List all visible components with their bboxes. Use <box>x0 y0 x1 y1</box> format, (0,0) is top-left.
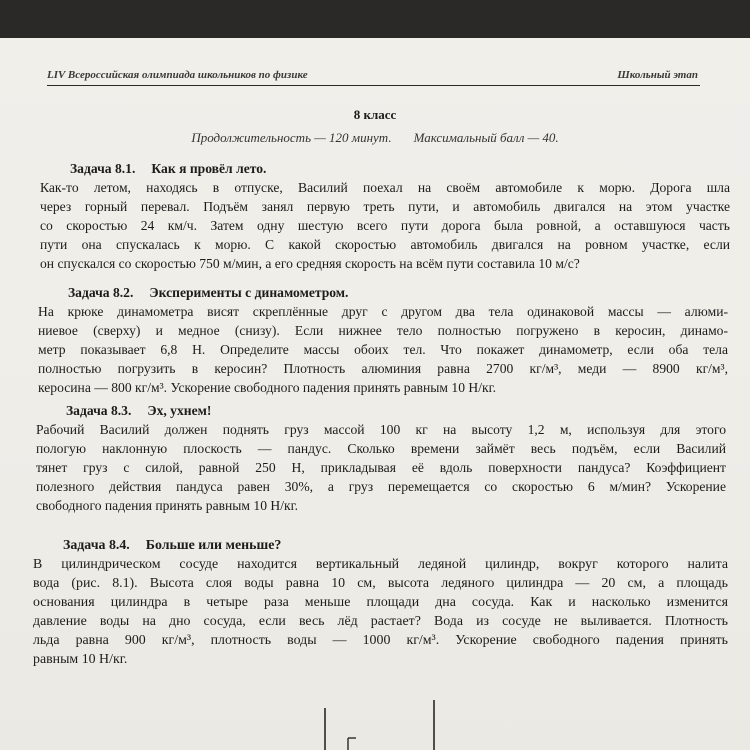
task-text-line: вода (рис. 8.1). Высота слоя воды равна 10 см, высота ледяного цилиндра — 20 см, а площадь <box>33 576 728 591</box>
task-name: Больше или меньше? <box>145 538 282 553</box>
max-score-text: Максимальный балл — 40. <box>413 130 559 145</box>
task-number: Задача 8.2. <box>68 285 134 300</box>
task-title <box>70 159 730 178</box>
task-8-1 <box>40 159 730 273</box>
task-8-3 <box>36 401 726 515</box>
task-text-line: со скоростью 24 км/ч. Затем одну шестую всего пути дорога была ровной, а оставшуюся часть <box>40 218 730 233</box>
task-text-line: равным 10 Н/кг. <box>33 652 128 667</box>
task-number: Задача 8.1. <box>70 161 136 176</box>
task-text-line: тянет груз с силой, равной 250 Н, прикладывая её вдоль поверхности пандуса? Коэффициент <box>36 460 726 475</box>
task-text-line: Рабочий Василий должен поднять груз массой 100 кг на высоту 1,2 м, используя для этого <box>36 422 726 437</box>
task-text-line: давление воды на дно сосуда, если весь лёд растает? Вода из сосуде не выливается. Плотность <box>33 614 728 629</box>
exam-info <box>0 130 750 146</box>
task-text-line: пологую наклонную плоскость — пандус. Сколько времени займёт весь подъём, если Василий <box>36 441 726 456</box>
task-number: Задача 8.3. <box>66 403 132 418</box>
task-name: Как я провёл лето. <box>151 161 267 176</box>
task-text-line: пути она спускалась к морю. С какой скоростью автомобиль двигался на ровном участке, если <box>40 237 730 252</box>
task-8-4 <box>33 536 728 669</box>
task-text-line: Как-то летом, находясь в отпуске, Василий поехал на своём автомобиле к морю. Дорога шла <box>40 180 730 195</box>
task-text-line: полезного действия пандуса равен 30%, а груз перемещается со скоростью 6 м/мин? Ускорение <box>36 479 726 494</box>
task-8-2 <box>38 283 728 397</box>
task-text-line: через горный перевал. Подъём занял первую треть пути, и автомобиль двигался на этом участке <box>40 199 730 214</box>
task-title <box>66 401 726 420</box>
task-text-line: свободного падения принять равным 10 Н/кг. <box>36 498 299 513</box>
task-text-line: На крюке динамометра висят скреплённые друг с другом два тела одинаковой массы — алюми- <box>38 304 728 319</box>
task-text-line: он спускался со скоростью 750 м/мин, а его средняя скорость на всём пути составила 10 м/с? <box>40 256 580 271</box>
figure-vessel-with-ice-cylinder <box>322 700 437 750</box>
duration-text: Продолжительность — 120 минут. <box>191 130 392 145</box>
task-text-line: льда равна 900 кг/м³, плотность воды — 1000 кг/м³. Ускорение свободного падения принять <box>33 633 728 648</box>
header-olympiad-title: LIV Всероссийская олимпиада школьников по физике <box>47 69 308 81</box>
task-text-line: ниевое (сверху) и медное (снизу). Если нижнее тело полностью погружено в керосин, динамо- <box>38 323 728 338</box>
task-text-line: полностью погрузить в керосин? Плотность алюминия равна 2700 кг/м³, меди — 8900 кг/м³, <box>38 361 728 376</box>
task-text-line: метр показывает 6,8 Н. Определите массы обоих тел. Что покажет динамометр, если оба тела <box>38 342 728 357</box>
task-title <box>63 536 728 555</box>
task-title <box>68 283 728 302</box>
header-divider <box>47 85 700 86</box>
task-name: Эксперименты с динамометром. <box>149 285 349 300</box>
task-text-line: керосина — 800 кг/м³. Ускорение свободного падения принять равным 10 Н/кг. <box>38 380 497 395</box>
task-name: Эх, ухнем! <box>147 403 212 418</box>
task-text-line: основания цилиндра в четыре раза меньше площади дна сосуда. Как и насколько изменится <box>33 595 728 610</box>
grade-heading: 8 класс <box>353 107 397 122</box>
task-text-line: В цилиндрическом сосуде находится вертикальный ледяной цилиндр, вокруг которого налита <box>33 557 728 572</box>
task-number: Задача 8.4. <box>63 538 130 553</box>
header-stage: Школьный этап <box>617 69 698 81</box>
document-page <box>0 38 750 750</box>
